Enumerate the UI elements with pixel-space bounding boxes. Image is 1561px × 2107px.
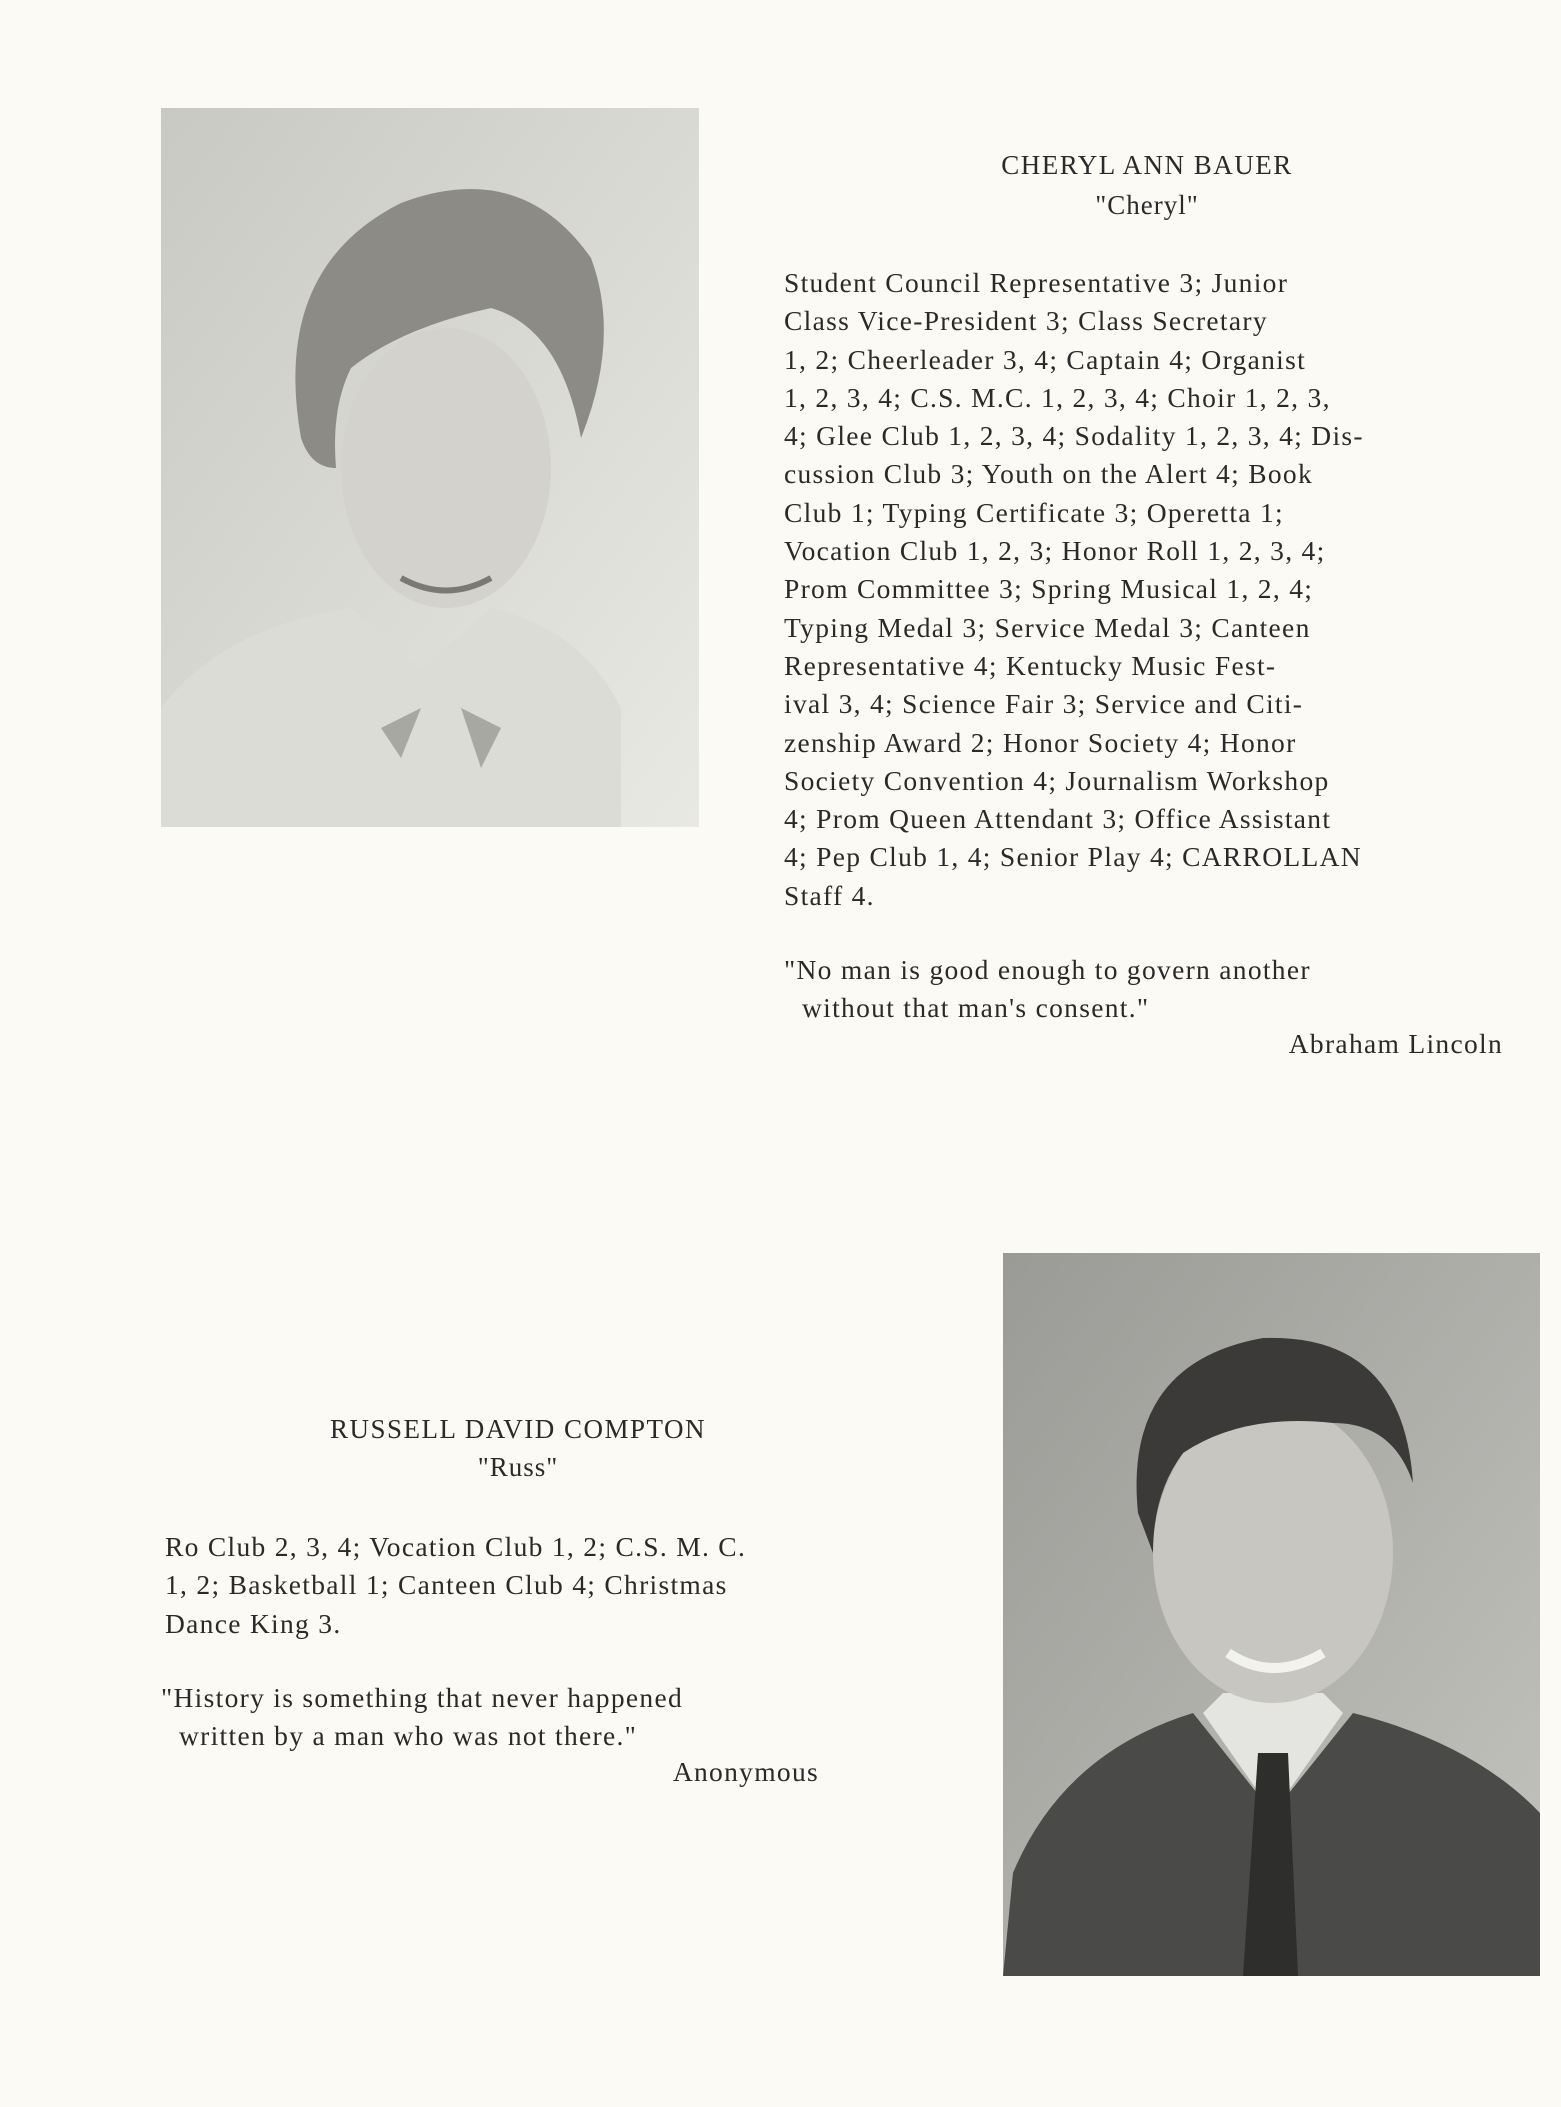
- student-activities: [784, 264, 1364, 915]
- activities-line: Representative 4; Kentucky Music Fest-: [784, 649, 1277, 681]
- student-quote: [161, 1679, 683, 1756]
- activities-line: 4; Pep Club 1, 4; Senior Play 4; CARROLLAN: [784, 841, 1362, 873]
- student-name: CHERYL ANN BAUER: [1001, 150, 1293, 180]
- activities-line: Ro Club 2, 3, 4; Vocation Club 1, 2; C.S. M. C.: [165, 1531, 747, 1562]
- activities-line: Dance King 3.: [165, 1607, 342, 1639]
- quote-author: Anonymous: [672, 1756, 819, 1787]
- student-quote: [784, 951, 1311, 1028]
- activities-line: cussion Club 3; Youth on the Alert 4; Book: [784, 458, 1314, 490]
- activities-line: Class Vice-President 3; Class Secretary: [784, 305, 1268, 337]
- student-name: RUSSELL DAVID COMPTON: [329, 1414, 707, 1444]
- student-activities: [165, 1528, 746, 1643]
- activities-line: 1, 2; Cheerleader 3, 4; Captain 4; Organist: [784, 343, 1307, 375]
- student-portrait-cheryl: [161, 108, 699, 827]
- activities-line: Club 1; Typing Certificate 3; Operetta 1;: [784, 496, 1284, 528]
- quote-line: written by a man who was not there.": [179, 1720, 638, 1752]
- activities-line: 4; Glee Club 1, 2, 3, 4; Sodality 1, 2, 3, 4; Dis-: [784, 420, 1364, 452]
- activities-line: Student Council Representative 3; Junior: [784, 267, 1289, 298]
- activities-line: 4; Prom Queen Attendant 3; Office Assistant: [784, 803, 1332, 835]
- activities-line: ival 3, 4; Science Fair 3; Service and Citi-: [784, 688, 1304, 720]
- student-nickname: "Russ": [477, 1452, 559, 1482]
- activities-line: zenship Award 2; Honor Society 4; Honor: [784, 726, 1297, 758]
- activities-line: Society Convention 4; Journalism Workshop: [784, 764, 1330, 796]
- student-nickname: "Cheryl": [1095, 190, 1199, 220]
- student-portrait-russell: [1003, 1253, 1540, 1976]
- quote-line: without that man's consent.": [802, 992, 1150, 1024]
- quote-line: "History is something that never happened: [161, 1682, 683, 1713]
- activities-line: Prom Committee 3; Spring Musical 1, 2, 4;: [784, 573, 1314, 605]
- activities-line: 1, 2, 3, 4; C.S. M.C. 1, 2, 3, 4; Choir 1, 2, 3,: [784, 381, 1331, 413]
- activities-line: 1, 2; Basketball 1; Canteen Club 4; Christmas: [165, 1569, 728, 1601]
- activities-line: Staff 4.: [784, 879, 875, 911]
- activities-line: Vocation Club 1, 2, 3; Honor Roll 1, 2, 3, 4;: [784, 535, 1326, 567]
- activities-line: Typing Medal 3; Service Medal 3; Canteen: [784, 611, 1311, 643]
- quote-author: Abraham Lincoln: [1288, 1028, 1503, 1059]
- quote-line: "No man is good enough to govern another: [784, 954, 1311, 985]
